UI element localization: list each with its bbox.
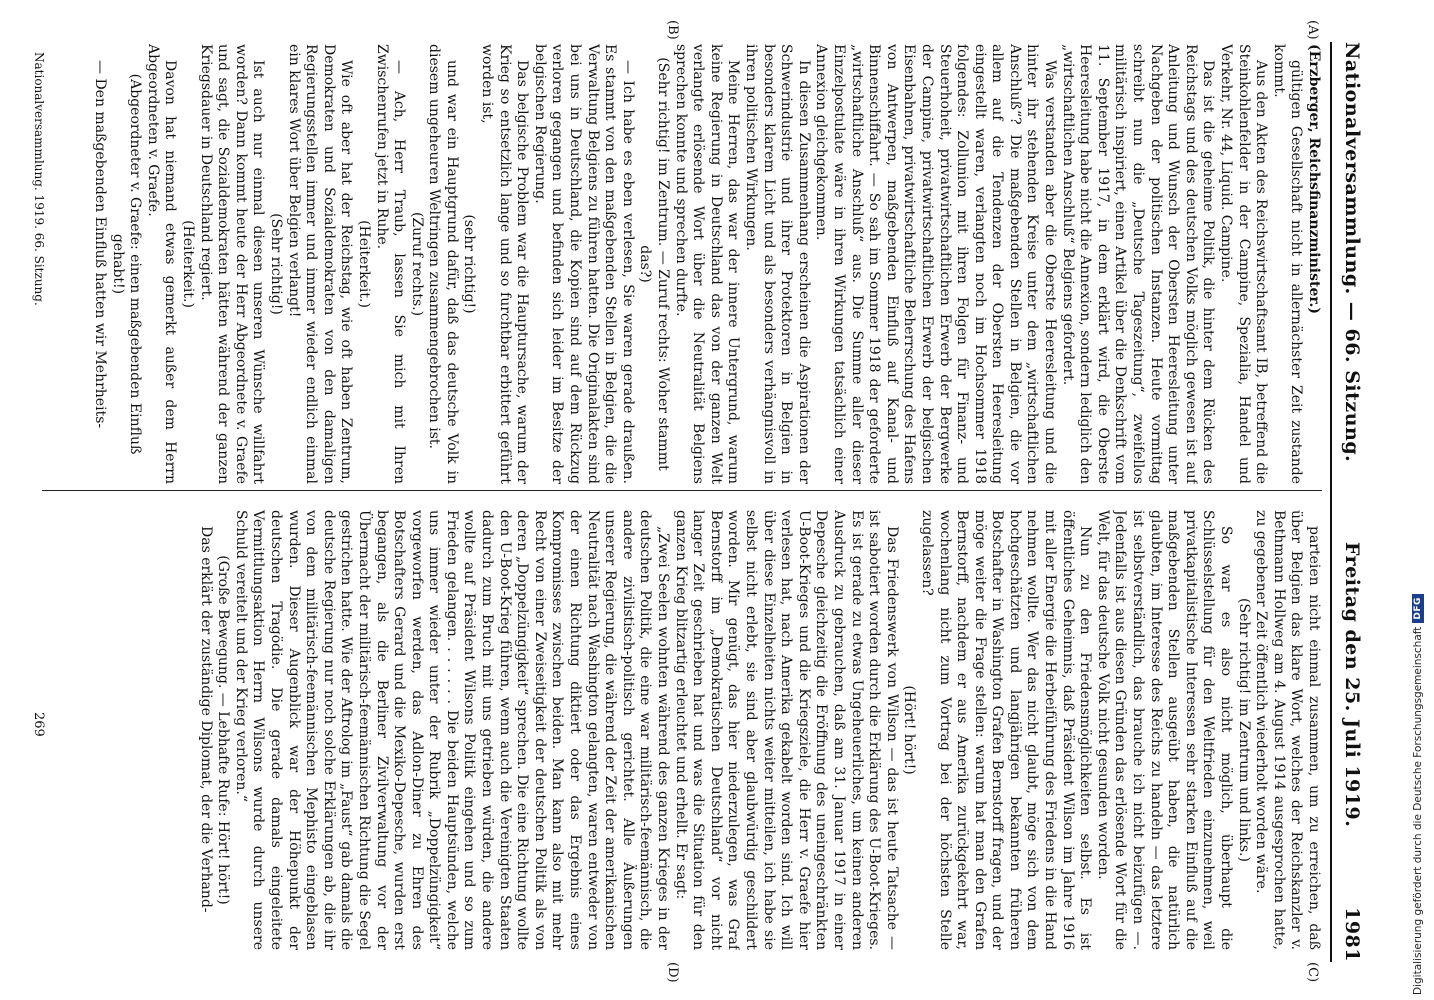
paragraph: Was verstanden aber die Oberste Heeresleitung und die hinter ihr stehenden Kreise unter dem „wirtschaftlichen Anschluß“? Die maßgebenden Stellen in Belgien, die vor allem auf die Tendenzen der Obersten Heeresleitung eingestellt waren, verlangten noch im Hochsommer 1918 folgendes: Zollunion mit ihren Folgen für Finanz- und Steuerhoheit, privatwirtschaftlichen Erwerb der Bergwerke der Campine, privatwirtschaftlichen Erwerb der belgischen Eisenbahnen, privatwirtschaftliche Beherrschung des Hafens von Antwerpen, maßgebenden Einfluß auf Kanal- und Binnenschiffahrt. — So sah im Sommer 1918 der geforderte „wirtschaftliche Anschluß“ aus. Die Summe aller dieser Einzelpostulate wäre in ihren Wirkungen tatsächlich einer Annexion gleichgekommen. <box>813 44 1059 484</box>
speaker-label: (Erzberger, Reichsfinanzminister.) <box>1306 44 1322 314</box>
paragraph: parteien nicht einmal zusammen, um zu erreichen, daß über Belgien das klare Wort, welches der Reichskanzler v. Bethmann Hollweg am 4. August 1914 ausgesprochen hatte, zu gegebener Zeit öffentlich wiederholt worden wäre. <box>1253 510 1322 950</box>
paragraph: und war ein Hauptgrund dafür, daß das deutsche Volk in diesem ungeheuren Weltringen zusammengebrochen ist. <box>426 44 460 484</box>
digitization-credit <box>1412 594 1424 995</box>
footer-left: Nationalversammlung. 1919. 66. Sitzung. <box>32 52 46 306</box>
paragraph: Das erklärt der zuständige Diplomat, der die Verhand- <box>197 526 214 913</box>
interjection: (Sehr richtig! im Zentrum und links.) <box>1235 598 1252 862</box>
paragraph: — Ach, Herr Traub, lassen Sie mich mit Ihren Zwischenrufen jetzt in Ruhe. <box>373 44 408 484</box>
paragraph: Nun zu den Friedensmöglichkeiten selbst. Es ist öffentliches Geheimnis, daß Präsident Wilson im Jahre 1916 mit aller Energie die Herbeiführung des Friedens in die Hand nehmen wollte. Wer das nicht glaubt, möge sich von dem hochgeschätzten und langjährigen bekannten früheren Botschafter in Washington Grafen Bernstorff fragen, und der möge weiter die Frage stellen: warum hat man den Grafen Bernstorff, nachdem er aus Amerika zurückgekehrt war, wochenlang nicht zum Vortrag bei der höchsten Stelle zugelassen? <box>918 510 1094 950</box>
header-page-number: 1981 <box>1341 907 1363 962</box>
interjection: (Große Bewegung. — Lebhafte Rufe: Hört! hört!) <box>215 555 232 905</box>
paragraph: So war es also nicht möglich, überhaupt die Schlüsselstellung für den Weltfrieden einzunehmen, weil privatkapitalistische Interessen sehr starken Einfluß auf die maßgebenden Stellen ausgeübt haben, die natürlich glaubten, im Interesse des Reichs zu handeln — das letztere ist selbstverständlich, das brauche ich nicht beizufügen —. Jedenfalls ist aus diesen Gründen das erlösende Wort für die Welt, für das deutsche Volk nicht gesunden worden. <box>1094 510 1235 950</box>
margin-marker-b: (B) <box>665 20 680 40</box>
interjection: (Hört! hört!) <box>901 685 918 775</box>
margin-marker-c: (C) <box>1305 962 1320 983</box>
dfg-logo-icon: DFG <box>1412 594 1424 623</box>
page-header <box>1330 42 1372 962</box>
right-column <box>32 510 1322 950</box>
credit-text: Digitalisierung gefördert durch die Deutsche Forschungsgemeinschaft <box>1412 626 1424 995</box>
interjection: (Heiterkeit.) <box>355 220 372 308</box>
interjection: (Sehr richtig!) <box>267 213 284 315</box>
paragraph: — Ich habe es eben verlesen, Sie waren gerade draußen. Es stammt von den maßgebenden Stellen in Belgien, die die Verwaltung Belgiens zu führen hatten. Die Originalakten sind bei uns in Deutschland, die Kopien sind auf dem Rückzug verloren gegangen und befinden sich leider im Besitze der belgischen Regierung. <box>531 44 636 484</box>
column-divider <box>42 490 1322 491</box>
paragraph: Davon hat niemand etwas gemerkt außer dem Herrn Abgeordneten v. Graefe. <box>144 44 179 484</box>
interjection: (Zuruf rechts.) <box>408 211 425 317</box>
paragraph: „Zwei Seelen wohnten während des ganzen Krieges in der deutschen Politik, die eine war militärisch-feemännisch, die andere zivilistisch-politisch gerichtet. Alle Äußerungen unserer Regierung, die während der Zeit der amerikanischen Neutralität nach Washington gelangten, waren entweder von der einen Richtung diktiert oder das Ergebnis eines Kompromisses zwischen beiden. Man kann also mit mehr Recht von einer Zweiseitigkeit der deutschen Politik als von deren „Doppelzüngigkeit“ sprechen. Die eine Richtung wollte den U-Boot-Krieg führen, wenn auch die Vereinigten Staaten dadurch zum Bruch mit uns getrieben würden, die andere wollte auf Präsident Wilsons Politik eingehen und so zum Frieden gelangen. . . . . . . Die beiden Hauptsünden, welche uns immer wieder unter der Rubrik „Doppelzüngigkeit“ vorgeworfen werden, das Adlon-Diner zu Ehren des Botschafters Gerard und die Mexiko-Depesche, wurden erst begangen, als die Berliner Zivilverwaltung vor der Übermacht der militärisch-feemännischen Richtung die Segel gestrichen hatte. Wie der Aftrolog im „Faust“ gab damals die deutsche Regierung nur noch solche Erklärungen ab, die ihr von dem militärisch-feemännischen Mephisto eingeblasen wurden. Dieser Augenblick war der Höhepunkt der deutschen Tragödie. Die gerade damals eingeleitete Vermittlungsaktion Herrn Wilsons wurde durch unsere Schuld vereitelt und der Krieg verloren.“ <box>232 510 672 950</box>
rotated-document-sheet <box>20 12 1380 992</box>
paragraph: Ist auch nur einmal diesen unseren Wünsche willfahrt worden? Dann kommt heute der Herr Abgeordnete v. Graefe und sagt, die Sozialdemokraten hätten während der ganzen Kriegsdauer in Deutschland regiert. <box>197 44 267 484</box>
paragraph: Wie oft aber hat der Reichstag, wie oft haben Zentrum, Demokraten und Sozialdemokraten von den damaligen Regierungsstellen immer und immer wieder endlich einmal ein klares Wort über Belgien verlangt! <box>285 44 355 484</box>
margin-marker-a: (A) <box>1305 20 1320 40</box>
interjection: (Abgeordneter v. Graefe: einen maßgebenden Einfluß gehabt!) <box>109 73 144 455</box>
margin-marker-d: (D) <box>665 962 680 983</box>
left-column <box>32 44 1322 484</box>
paragraph: — Den maßgebenden Einfluß hatten wir Mehrheits- <box>92 60 109 429</box>
paragraph: Das Friedenswerk von Wilson — das ist heute Tatsache — ist sabotiert worden durch die Erklärung des U-Boot-Krieges. Es ist gerade zu etwas Ungeheuerliches, um keinen anderen Ausdruck zu gebrauchen, daß am 31. Januar 1917 in einer Depesche gleichzeitig die Eröffnung des uneingeschränkten U-Boot-Krieges und die Kriegsziele, die Herr v. Graefe hier verlesen hat, nach Amerika gekabelt worden sind. Ich will über diese Einzelheiten nichts weiter mitteilen, ich habe sie selbst nicht erlebt, sie sind aber glaubwürdig geschildert worden. Mir genügt, das hier niederzulegen, was Graf Bernstorff im „Demokratischen Deutschland“ vor nicht langer Zeit geschrieben hat und was die Situation für den ganzen Krieg blitzartig erleuchtet und erhellt. Er sagt: <box>672 510 900 950</box>
header-left: Nationalversammlung. — 66. Sitzung. <box>1341 42 1363 463</box>
interjection: (sehr richtig!) <box>461 214 478 314</box>
footer-page-number: 269 <box>31 712 46 737</box>
paragraph: Das ist die geheime Politik, die hinter dem Rücken des Reichstags und des deutschen Volks möglich gewesen ist auf Anleitung und Wunsch der Obersten Heeresleitung unter Nachgeben der politischen Instanzen. Heute vormittag schreibt nun die „Deutsche Tageszeitung“, zweifellos militärisch inspiriert, einen Artikel über die Denkschrift vom 11. September 1917, in dem erklärt wird, die Oberste Heeresleitung habe nicht die Annexion, sondern lediglich den „wirtschaftlichen Anschluß“ Belgiens gefordert. <box>1059 44 1217 484</box>
paragraph: gültigen Gesellschaft nicht in allernächster Zeit zustande kommt. <box>1270 44 1305 484</box>
header-center: Freitag den 25. Juli 1919. <box>1341 542 1363 828</box>
paragraph: Das belgische Problem war die Hauptursache, warum der Krieg so entsetzlich lange und so furchtbar erbittert geführt worden ist, <box>479 44 531 484</box>
paragraph: Meine Herren, das war der innere Untergrund, warum keine Regierung in Deutschland das von der ganzen Welt verlangte erlösende Wort über die Neutralität Belgiens sprechen konnte und sprechen durfte. <box>672 44 742 484</box>
paragraph: Aus den Akten des Reichswirtschaftsamt IB, betreffend die Steinkohlenfelder in der Campine, Spezialia, Handel und Verkehr, Nr. 44, Liquid. Campine. <box>1218 44 1270 484</box>
interjection: (Heiterkeit.) <box>180 220 196 308</box>
interjection: (Sehr richtig! im Zentrum. — Zuruf rechts: Woher stammt das?) <box>637 57 672 471</box>
paragraph: In diesen Zusammenhang erscheinen die Aspirationen der Schwerindustrie und ihrer Protektoren in Belgien in besonders klarem Licht und als besonders verhängnisvoll in ihren politischen Wirkungen. <box>743 44 812 484</box>
